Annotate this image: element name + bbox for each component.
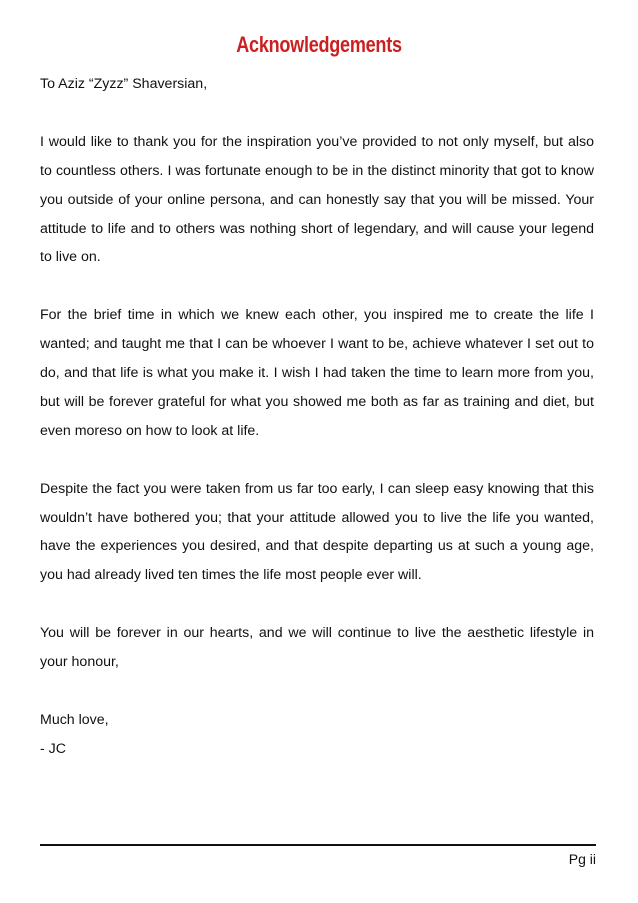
signature: - JC <box>40 740 67 757</box>
closing: Much love, <box>40 711 109 728</box>
spacer <box>40 99 594 128</box>
page-title: Acknowledgements <box>236 32 402 57</box>
letter-body <box>40 70 594 764</box>
footer-divider <box>40 844 596 846</box>
paragraph-2: For the brief time in which we knew each other, you inspired me to create the life I wanted; and taught me that I can be whoever I want to be, achieve whatever I set out to do, and that life is what you make it. I wish I had taken the time to learn more from you, but will be forever grateful for what you showed me both as far as training and diet, but even moreso on how to look at life. <box>40 307 594 439</box>
page-number: Pg ii <box>568 851 596 867</box>
salutation: To Aziz “Zyzz” Shaversian, <box>40 76 208 92</box>
spacer <box>40 677 594 706</box>
spacer <box>40 590 594 619</box>
spacer <box>40 272 594 301</box>
paragraph-4: You will be forever in our hearts, and we will continue to live the aesthetic lifestyle in your honour, <box>40 625 594 671</box>
spacer <box>40 446 594 475</box>
paragraph-3: Despite the fact you were taken from us far too early, I can sleep easy knowing that this wouldn’t have bothered you; that your attitude allowed you to live the life you wanted, have the experiences you desired, and that despite departing us at such a young age, you had already lived ten times the life most people ever will. <box>40 480 594 584</box>
paragraph-1: I would like to thank you for the inspiration you’ve provided to not only myself, but also to countless others. I was fortunate enough to be in the distinct minority that got to know you outside of your online persona, and can honestly say that you will be missed. Your attitude to life and to others was nothing short of legendary, and will cause your legend to live on. <box>40 133 594 266</box>
